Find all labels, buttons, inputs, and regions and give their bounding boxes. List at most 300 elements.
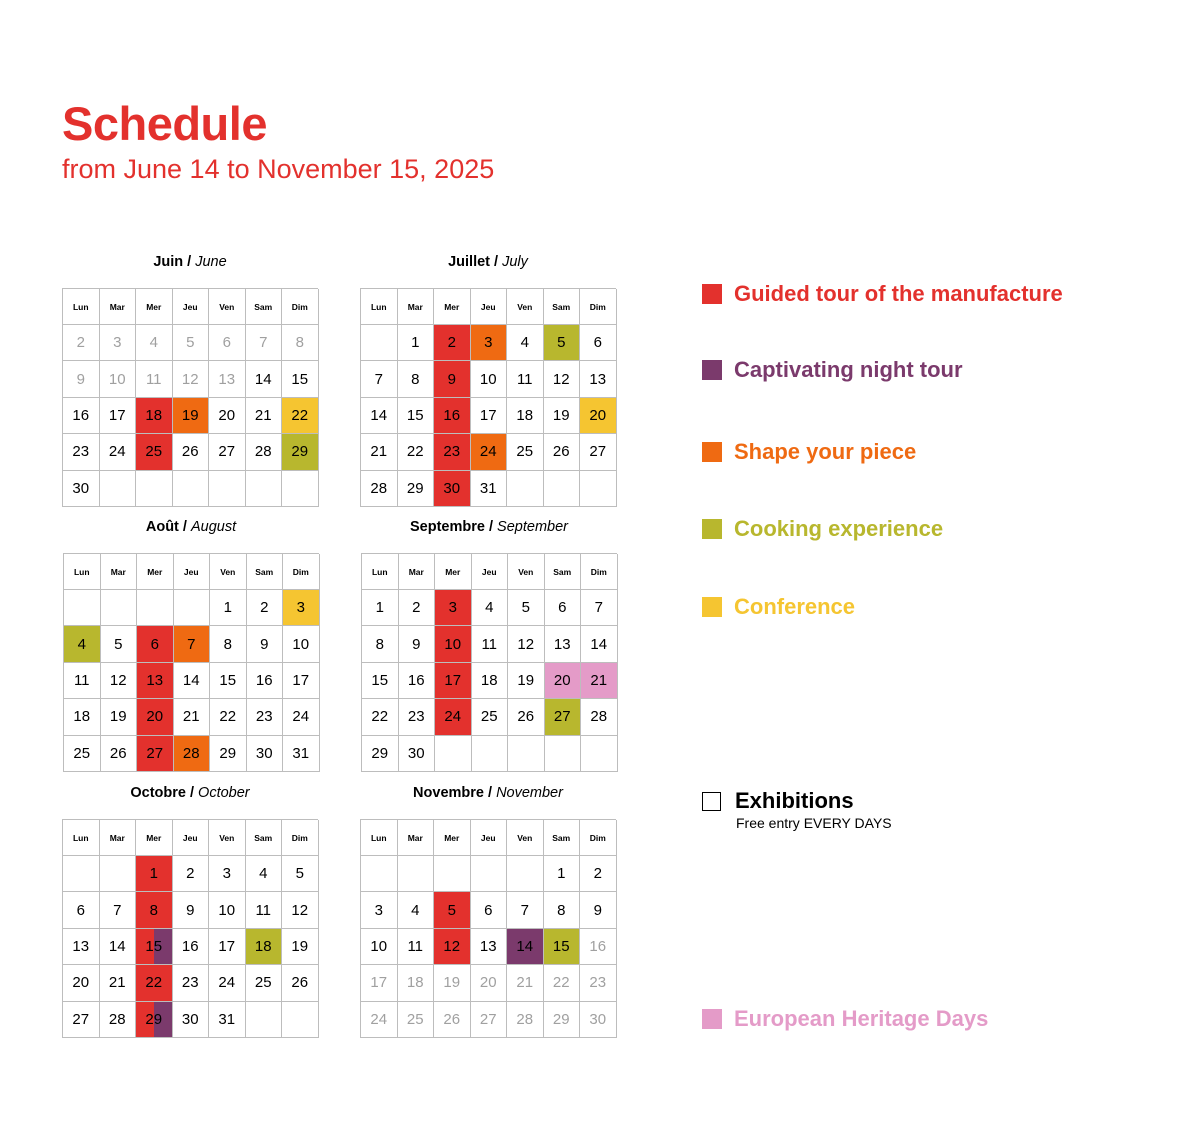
- calendar-day: 18: [507, 398, 544, 434]
- calendar-day: 14: [581, 626, 618, 662]
- calendar-day: 28: [361, 471, 398, 507]
- weekday-header: Jeu: [173, 289, 210, 325]
- weekday-header: Jeu: [173, 820, 210, 856]
- calendar-day: 19: [434, 965, 471, 1001]
- calendar-day: 7: [246, 325, 283, 361]
- calendar-day: 1: [136, 856, 173, 892]
- month-august: [63, 517, 319, 772]
- calendar-grid: [360, 288, 616, 507]
- calendar-day: 1: [210, 590, 247, 626]
- legend-exhibitions-note: Free entry EVERY DAYS: [736, 815, 892, 831]
- calendar-day: 4: [246, 856, 283, 892]
- calendar-day: 24: [100, 434, 137, 470]
- month-october: [62, 783, 318, 1038]
- calendar-day: 18: [136, 398, 173, 434]
- calendar-day: 31: [471, 471, 508, 507]
- calendar-day: 6: [137, 626, 174, 662]
- calendar-day: 13: [545, 626, 582, 662]
- calendar-day: 24: [209, 965, 246, 1001]
- weekday-header: Mer: [434, 289, 471, 325]
- calendar-day: 10: [209, 892, 246, 928]
- weekday-header: Sam: [247, 554, 284, 590]
- weekday-header: Dim: [282, 289, 319, 325]
- calendar-day: 16: [580, 929, 617, 965]
- calendar-day: 29: [362, 736, 399, 772]
- calendar-day: 7: [361, 361, 398, 397]
- calendar-day: 24: [435, 699, 472, 735]
- calendar-day: 2: [580, 856, 617, 892]
- month-name-en: June: [195, 254, 227, 270]
- weekday-header: Jeu: [471, 289, 508, 325]
- calendar-day: 27: [209, 434, 246, 470]
- calendar-day: 31: [209, 1002, 246, 1038]
- calendar-day: 15: [282, 361, 319, 397]
- calendar-day: 7: [100, 892, 137, 928]
- calendar-day: 8: [136, 892, 173, 928]
- calendar-day: 17: [283, 663, 320, 699]
- calendar-day: 9: [173, 892, 210, 928]
- calendar-day: 14: [174, 663, 211, 699]
- calendar-day: 29: [398, 471, 435, 507]
- calendar-day: 19: [544, 398, 581, 434]
- calendar-grid: [62, 819, 318, 1038]
- legend-heritage: [702, 1006, 988, 1032]
- calendar-day: 15: [544, 929, 581, 965]
- calendar-day: 25: [398, 1002, 435, 1038]
- calendar-day: 21: [100, 965, 137, 1001]
- calendar-empty-cell: [361, 325, 398, 361]
- month-title: Octobre / October: [130, 785, 250, 801]
- calendar-day: 13: [471, 929, 508, 965]
- calendar-day: 3: [283, 590, 320, 626]
- calendar-day: 12: [173, 361, 210, 397]
- legend-exhibitions-label: Exhibitions: [735, 788, 854, 813]
- weekday-header: Mar: [101, 554, 138, 590]
- weekday-header: Sam: [545, 554, 582, 590]
- calendar-day: 13: [209, 361, 246, 397]
- calendar-day: 26: [173, 434, 210, 470]
- calendar-day: 23: [580, 965, 617, 1001]
- calendar-day: 26: [434, 1002, 471, 1038]
- calendar-day: 5: [173, 325, 210, 361]
- calendar-empty-cell: [545, 736, 582, 772]
- calendar-day: 13: [63, 929, 100, 965]
- calendar-day: 15: [136, 929, 173, 965]
- calendar-day: 10: [361, 929, 398, 965]
- month-name-en: July: [502, 254, 528, 270]
- weekday-header: Mar: [100, 289, 137, 325]
- legend-night-tour: [702, 357, 963, 383]
- calendar-day: 20: [137, 699, 174, 735]
- calendar-empty-cell: [544, 471, 581, 507]
- calendar-day: 19: [282, 929, 319, 965]
- legend-exhibitions-swatch: [702, 792, 721, 811]
- month-july: [360, 252, 616, 507]
- weekday-header: Lun: [362, 554, 399, 590]
- month-september: [361, 517, 617, 772]
- calendar-day: 18: [398, 965, 435, 1001]
- calendar-day: 17: [435, 663, 472, 699]
- calendar-day: 9: [580, 892, 617, 928]
- weekday-header: Mer: [434, 820, 471, 856]
- month-november: [360, 783, 616, 1038]
- calendar-day: 20: [63, 965, 100, 1001]
- page-subtitle: from June 14 to November 15, 2025: [62, 154, 495, 184]
- weekday-header: Ven: [209, 289, 246, 325]
- calendar-day: 2: [247, 590, 284, 626]
- weekday-header: Mar: [398, 289, 435, 325]
- calendar-day: 11: [246, 892, 283, 928]
- weekday-header: Mar: [398, 820, 435, 856]
- calendar-day: 1: [362, 590, 399, 626]
- month-name-fr: Novembre: [413, 785, 484, 801]
- month-name-fr: Octobre: [130, 785, 186, 801]
- calendar-day: 30: [173, 1002, 210, 1038]
- calendar-day: 30: [63, 471, 100, 507]
- legend-conference: [702, 594, 855, 620]
- month-name-fr: Août: [145, 519, 179, 535]
- calendar-day: 25: [246, 965, 283, 1001]
- weekday-header: Sam: [246, 820, 283, 856]
- legend-guided-label: Guided tour of the manufacture: [734, 281, 1063, 306]
- month-name-en: September: [497, 519, 568, 535]
- calendar-day: 30: [580, 1002, 617, 1038]
- calendar-day: 27: [580, 434, 617, 470]
- calendar-day: 23: [63, 434, 100, 470]
- weekday-header: Lun: [361, 289, 398, 325]
- calendar-day: 10: [435, 626, 472, 662]
- weekday-header: Lun: [361, 820, 398, 856]
- calendar-day: 1: [398, 325, 435, 361]
- calendar-day: 11: [136, 361, 173, 397]
- calendar-day: 12: [282, 892, 319, 928]
- calendar-day: 16: [63, 398, 100, 434]
- calendar-day: 3: [471, 325, 508, 361]
- calendar-empty-cell: [282, 471, 319, 507]
- calendar-empty-cell: [508, 736, 545, 772]
- calendar-day: 16: [247, 663, 284, 699]
- calendar-day: 5: [434, 892, 471, 928]
- calendar-empty-cell: [173, 471, 210, 507]
- calendar-day: 8: [362, 626, 399, 662]
- month-name-fr: Septembre: [410, 519, 485, 535]
- calendar-empty-cell: [434, 856, 471, 892]
- calendar-day: 10: [471, 361, 508, 397]
- calendar-day: 8: [210, 626, 247, 662]
- weekday-header: Sam: [544, 289, 581, 325]
- legend-guided-swatch: [702, 284, 722, 304]
- calendar-day: 28: [174, 736, 211, 772]
- calendar-day: 22: [398, 434, 435, 470]
- calendar-day: 7: [174, 626, 211, 662]
- calendar-day: 13: [580, 361, 617, 397]
- calendar-day: 17: [471, 398, 508, 434]
- calendar-day: 5: [282, 856, 319, 892]
- weekday-header: Dim: [580, 289, 617, 325]
- legend-night-swatch: [702, 360, 722, 380]
- calendar-empty-cell: [136, 471, 173, 507]
- legend-cooking-label: Cooking experience: [734, 516, 944, 541]
- weekday-header: Ven: [507, 289, 544, 325]
- legend-conference-swatch: [702, 597, 722, 617]
- calendar-day: 11: [64, 663, 101, 699]
- calendar-day: 4: [472, 590, 509, 626]
- calendar-day: 25: [472, 699, 509, 735]
- calendar-grid: [360, 819, 616, 1038]
- calendar-day: 26: [544, 434, 581, 470]
- weekday-header: Dim: [580, 820, 617, 856]
- calendar-day: 29: [136, 1002, 173, 1038]
- month-name-en: November: [496, 785, 563, 801]
- calendar-empty-cell: [100, 471, 137, 507]
- weekday-header: Ven: [210, 554, 247, 590]
- calendar-day: 29: [210, 736, 247, 772]
- weekday-header: Jeu: [471, 820, 508, 856]
- calendar-day: 30: [434, 471, 471, 507]
- calendar-day: 18: [64, 699, 101, 735]
- calendar-day: 12: [434, 929, 471, 965]
- calendar-day: 14: [246, 361, 283, 397]
- calendar-day: 24: [471, 434, 508, 470]
- calendar-day: 21: [246, 398, 283, 434]
- weekday-header: Mer: [137, 554, 174, 590]
- calendar-day: 7: [507, 892, 544, 928]
- legend-heritage-swatch: [702, 1009, 722, 1029]
- calendar-day: 23: [247, 699, 284, 735]
- weekday-header: Ven: [507, 820, 544, 856]
- legend-guided-tour: [702, 281, 1063, 307]
- calendar-day: 26: [508, 699, 545, 735]
- calendar-empty-cell: [100, 856, 137, 892]
- calendar-day: 18: [246, 929, 283, 965]
- calendar-day: 28: [100, 1002, 137, 1038]
- calendar-day: 25: [507, 434, 544, 470]
- month-name-fr: Juillet: [448, 254, 490, 270]
- calendar-day: 18: [472, 663, 509, 699]
- calendar-day: 20: [471, 965, 508, 1001]
- calendar-day: 24: [283, 699, 320, 735]
- calendar-empty-cell: [63, 856, 100, 892]
- calendar-day: 23: [399, 699, 436, 735]
- calendar-day: 24: [361, 1002, 398, 1038]
- calendar-day: 26: [101, 736, 138, 772]
- calendar-day: 17: [209, 929, 246, 965]
- calendar-day: 30: [247, 736, 284, 772]
- calendar-day: 2: [63, 325, 100, 361]
- calendar-grid: [62, 288, 318, 507]
- calendar-day: 9: [247, 626, 284, 662]
- calendar-day: 3: [435, 590, 472, 626]
- calendar-day: 12: [101, 663, 138, 699]
- calendar-day: 17: [361, 965, 398, 1001]
- calendar-day: 14: [100, 929, 137, 965]
- calendar-day: 11: [507, 361, 544, 397]
- calendar-day: 26: [282, 965, 319, 1001]
- calendar-day: 4: [64, 626, 101, 662]
- calendar-day: 4: [507, 325, 544, 361]
- calendar-day: 2: [434, 325, 471, 361]
- calendar-day: 19: [101, 699, 138, 735]
- calendar-day: 3: [100, 325, 137, 361]
- calendar-day: 25: [64, 736, 101, 772]
- calendar-day: 22: [362, 699, 399, 735]
- calendar-day: 12: [508, 626, 545, 662]
- legend-shape-piece: [702, 439, 916, 465]
- calendar-day: 15: [398, 398, 435, 434]
- calendar-empty-cell: [64, 590, 101, 626]
- month-june: [62, 252, 318, 507]
- legend-heritage-label: European Heritage Days: [734, 1006, 989, 1031]
- calendar-day: 29: [544, 1002, 581, 1038]
- weekday-header: Mer: [136, 289, 173, 325]
- calendar-empty-cell: [435, 736, 472, 772]
- calendar-day: 16: [173, 929, 210, 965]
- calendar-day: 5: [544, 325, 581, 361]
- calendar-empty-cell: [507, 471, 544, 507]
- calendar-empty-cell: [174, 590, 211, 626]
- calendar-day: 9: [399, 626, 436, 662]
- calendar-grid: [63, 553, 319, 772]
- month-title: Juin / June: [153, 254, 227, 270]
- legend-night-label: Captivating night tour: [734, 357, 963, 382]
- month-name-fr: Juin: [153, 254, 184, 270]
- legend-cooking-swatch: [702, 519, 722, 539]
- weekday-header: Dim: [283, 554, 320, 590]
- weekday-header: Lun: [63, 289, 100, 325]
- calendar-day: 23: [173, 965, 210, 1001]
- calendar-day: 14: [507, 929, 544, 965]
- calendar-day: 21: [581, 663, 618, 699]
- calendar-day: 19: [508, 663, 545, 699]
- calendar-grid: [361, 553, 617, 772]
- weekday-header: Mer: [435, 554, 472, 590]
- calendar-day: 20: [545, 663, 582, 699]
- calendar-day: 5: [508, 590, 545, 626]
- calendar-day: 9: [434, 361, 471, 397]
- month-name-en: August: [190, 519, 237, 535]
- calendar-day: 21: [361, 434, 398, 470]
- calendar-empty-cell: [580, 471, 617, 507]
- calendar-empty-cell: [507, 856, 544, 892]
- calendar-day: 6: [63, 892, 100, 928]
- calendar-day: 6: [209, 325, 246, 361]
- calendar-day: 15: [362, 663, 399, 699]
- month-title: Septembre / September: [410, 519, 568, 535]
- legend-shape-swatch: [702, 442, 722, 462]
- calendar-empty-cell: [361, 856, 398, 892]
- calendar-day: 28: [246, 434, 283, 470]
- weekday-header: Jeu: [472, 554, 509, 590]
- calendar-day: 29: [282, 434, 319, 470]
- calendar-day: 22: [210, 699, 247, 735]
- month-name-en: October: [198, 785, 250, 801]
- calendar-day: 3: [209, 856, 246, 892]
- calendar-day: 20: [580, 398, 617, 434]
- calendar-day: 9: [63, 361, 100, 397]
- calendar-day: 4: [398, 892, 435, 928]
- calendar-day: 2: [173, 856, 210, 892]
- calendar-day: 21: [507, 965, 544, 1001]
- weekday-header: Mer: [136, 820, 173, 856]
- calendar-day: 16: [434, 398, 471, 434]
- calendar-empty-cell: [101, 590, 138, 626]
- calendar-day: 27: [63, 1002, 100, 1038]
- calendar-day: 8: [398, 361, 435, 397]
- calendar-day: 25: [136, 434, 173, 470]
- weekday-header: Mar: [100, 820, 137, 856]
- calendar-day: 1: [544, 856, 581, 892]
- calendar-day: 6: [471, 892, 508, 928]
- calendar-day: 22: [544, 965, 581, 1001]
- calendar-day: 20: [209, 398, 246, 434]
- calendar-empty-cell: [398, 856, 435, 892]
- month-title: Novembre / November: [413, 785, 563, 801]
- weekday-header: Lun: [63, 820, 100, 856]
- calendar-day: 4: [136, 325, 173, 361]
- weekday-header: Ven: [209, 820, 246, 856]
- calendar-day: 27: [545, 699, 582, 735]
- weekday-header: Mar: [399, 554, 436, 590]
- calendar-day: 19: [173, 398, 210, 434]
- page-title: Schedule: [62, 97, 267, 150]
- legend-cooking: [702, 516, 943, 542]
- calendar-day: 7: [581, 590, 618, 626]
- calendar-day: 8: [544, 892, 581, 928]
- calendar-empty-cell: [137, 590, 174, 626]
- calendar-day: 22: [282, 398, 319, 434]
- calendar-day: 30: [399, 736, 436, 772]
- calendar-empty-cell: [471, 856, 508, 892]
- calendar-day: 6: [580, 325, 617, 361]
- calendar-day: 13: [137, 663, 174, 699]
- weekday-header: Jeu: [174, 554, 211, 590]
- calendar-day: 10: [100, 361, 137, 397]
- calendar-empty-cell: [209, 471, 246, 507]
- month-title: Août / August: [145, 519, 237, 535]
- calendar-day: 31: [283, 736, 320, 772]
- calendar-day: 28: [581, 699, 618, 735]
- calendar-day: 23: [434, 434, 471, 470]
- calendar-day: 8: [282, 325, 319, 361]
- calendar-day: 21: [174, 699, 211, 735]
- calendar-day: 14: [361, 398, 398, 434]
- legend-shape-label: Shape your piece: [734, 439, 917, 464]
- legend-conference-label: Conference: [734, 594, 856, 619]
- calendar-empty-cell: [246, 1002, 283, 1038]
- calendar-empty-cell: [581, 736, 618, 772]
- weekday-header: Sam: [246, 289, 283, 325]
- calendar-day: 22: [136, 965, 173, 1001]
- calendar-day: 11: [398, 929, 435, 965]
- calendar-day: 27: [471, 1002, 508, 1038]
- calendar-day: 6: [545, 590, 582, 626]
- calendar-day: 12: [544, 361, 581, 397]
- calendar-day: 10: [283, 626, 320, 662]
- calendar-day: 3: [361, 892, 398, 928]
- calendar-day: 28: [507, 1002, 544, 1038]
- weekday-header: Sam: [544, 820, 581, 856]
- month-title: Juillet / July: [448, 254, 528, 270]
- calendar-day: 11: [472, 626, 509, 662]
- calendar-day: 5: [101, 626, 138, 662]
- weekday-header: Ven: [508, 554, 545, 590]
- calendar-day: 2: [399, 590, 436, 626]
- weekday-header: Dim: [282, 820, 319, 856]
- calendar-day: 16: [399, 663, 436, 699]
- calendar-empty-cell: [282, 1002, 319, 1038]
- weekday-header: Dim: [581, 554, 618, 590]
- calendar-day: 17: [100, 398, 137, 434]
